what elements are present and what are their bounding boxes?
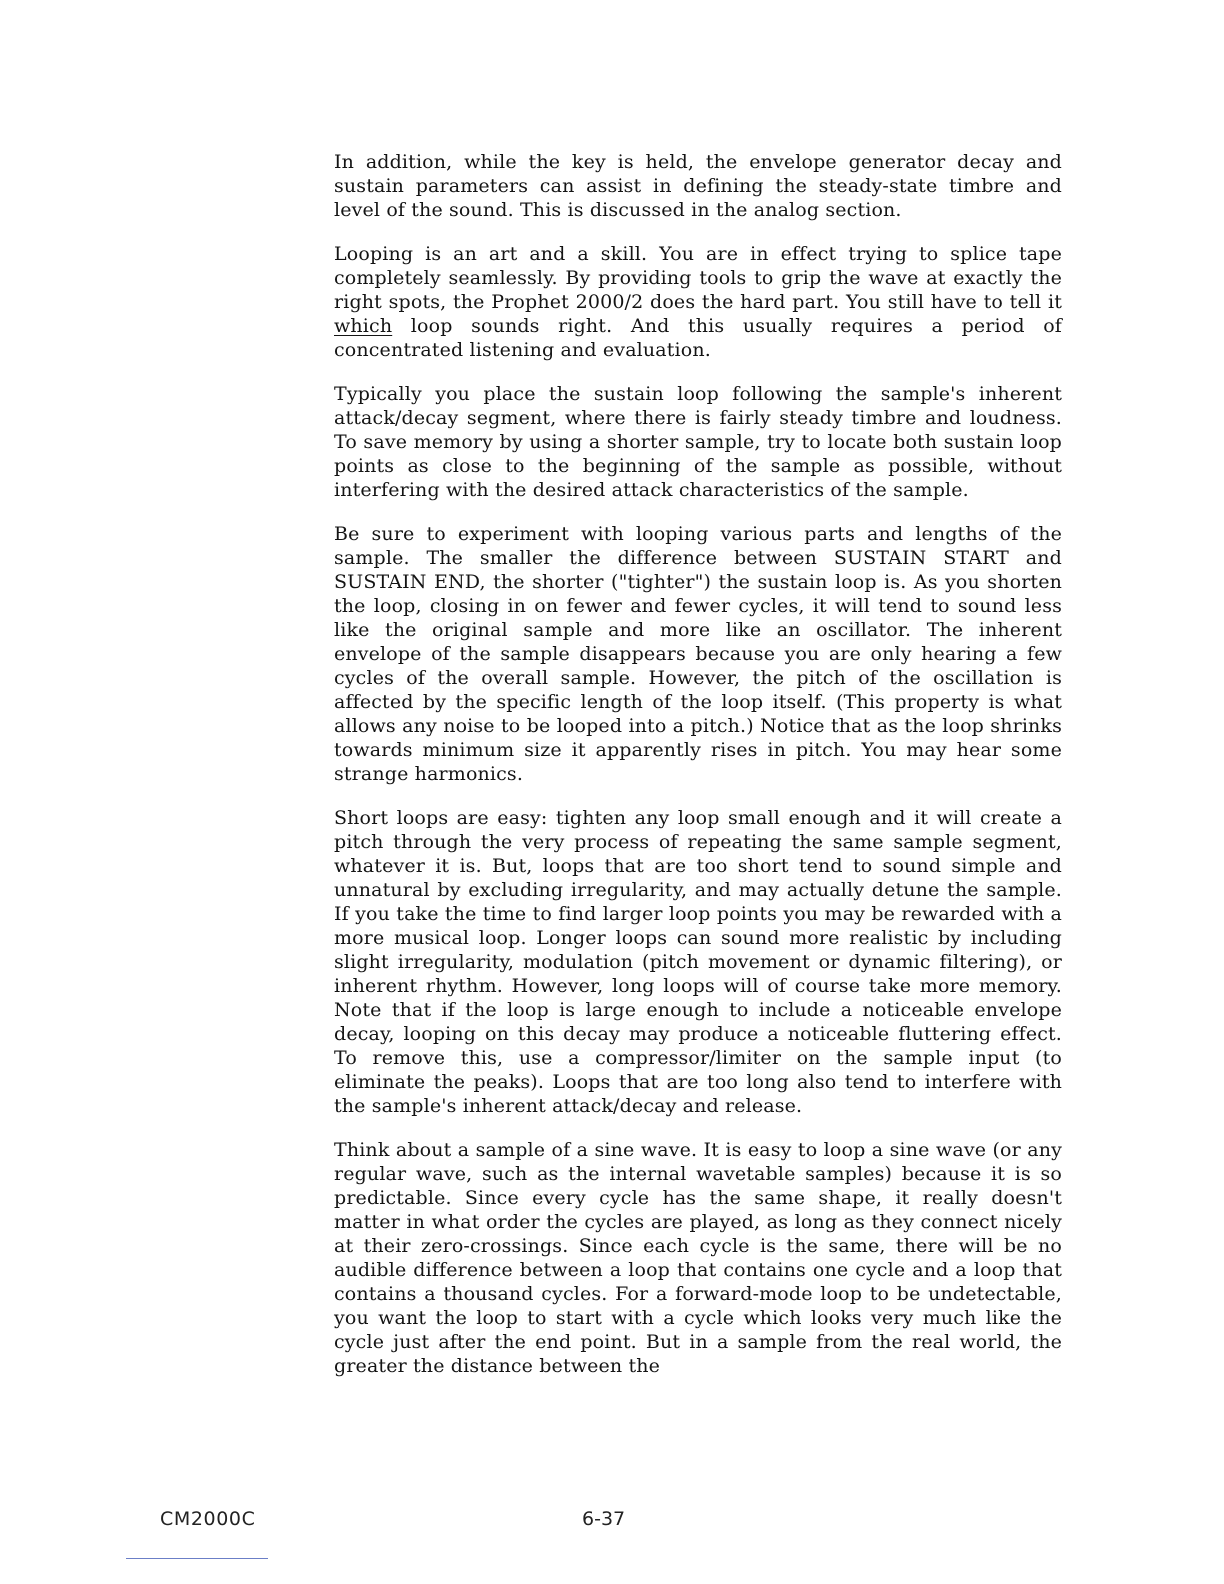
paragraph-envelope: In addition, while the key is held, the envelope generator decay and sustain parameters can assist in defining the steady-state timbre and level of the sound. This is discussed in the analog section. bbox=[334, 151, 1062, 221]
footer-doc-code: CM2000C bbox=[160, 1508, 256, 1530]
paragraph-sine-wave: Think about a sample of a sine wave. It is easy to loop a sine wave (or any regular wave, such as the internal wavetable samples) because it is so predictable. Since every cycle has the same shape, it really doesn't matter in what order the cycles are played, as long as they connect nicely at their zero-crossings. Since each cycle is the same, there will be no audible difference between a loop that contains one cycle and a loop that contains a thousand cycles. For a forward-mode loop to be undetectable, you want the loop to start with a cycle which looks very much like the cycle just after the end point. But in a sample from the real world, the greater the distance between the bbox=[334, 1139, 1062, 1377]
paragraph-looping-art-text-b: loop sounds right. And this usually requires a period of concentrated listening and evaluation. bbox=[334, 315, 1062, 361]
paragraph-looping-art-text-a: Looping is an art and a skill. You are in effect trying to splice tape completely seamlessly. By providing tools to grip the wave at exactly the right spots, the Prophet 2000/2 does the hard part. You still have to tell it bbox=[334, 243, 1062, 313]
paragraph-looping-art bbox=[334, 242, 1062, 362]
paragraph-sustain-loop-placement: Typically you place the sustain loop following the sample's inherent attack/decay segment, where there is fairly steady timbre and loudness. To save memory by using a shorter sample, try to locate both sustain loop points as close to the beginning of the sample as possible, without interfering with the desired attack characteristics of the sample. bbox=[334, 383, 1062, 501]
paragraph-experiment: Be sure to experiment with looping various parts and lengths of the sample. The smaller the difference between SUSTAIN START and SUSTAIN END, the shorter ("tighter") the sustain loop is. As you shorten the loop, closing in on fewer and fewer cycles, it will tend to sound less like the original sample and more like an oscillator. The inherent envelope of the sample disappears because you are only hearing a few cycles of the overall sample. However, the pitch of the oscillation is affected by the specific length of the loop itself. (This property is what allows any noise to be looped into a pitch.) Notice that as the loop shrinks towards minimum size it apparently rises in pitch. You may hear some strange harmonics. bbox=[334, 523, 1062, 785]
paragraph-short-loops: Short loops are easy: tighten any loop small enough and it will create a pitch through the very process of repeating the same sample segment, whatever it is. But, loops that are too short tend to sound simple and unnatural by excluding irregularity, and may actually detune the sample. If you take the time to find larger loop points you may be rewarded with a more musical loop. Longer loops can sound more realistic by including slight irregularity, modulation (pitch movement or dynamic filtering), or inherent rhythm. However, long loops will of course take more memory. Note that if the loop is large enough to include a noticeable envelope decay, looping on this decay may produce a noticeable fluttering effect. To remove this, use a compressor/limiter on the sample input (to eliminate the peaks). Loops that are too long also tend to interfere with the sample's inherent attack/decay and release. bbox=[334, 807, 1062, 1117]
footer-page-number: 6-37 bbox=[582, 1508, 626, 1530]
underlined-word-which: which bbox=[334, 315, 393, 337]
footer-rule bbox=[126, 1558, 268, 1559]
document-body bbox=[334, 150, 1062, 1398]
